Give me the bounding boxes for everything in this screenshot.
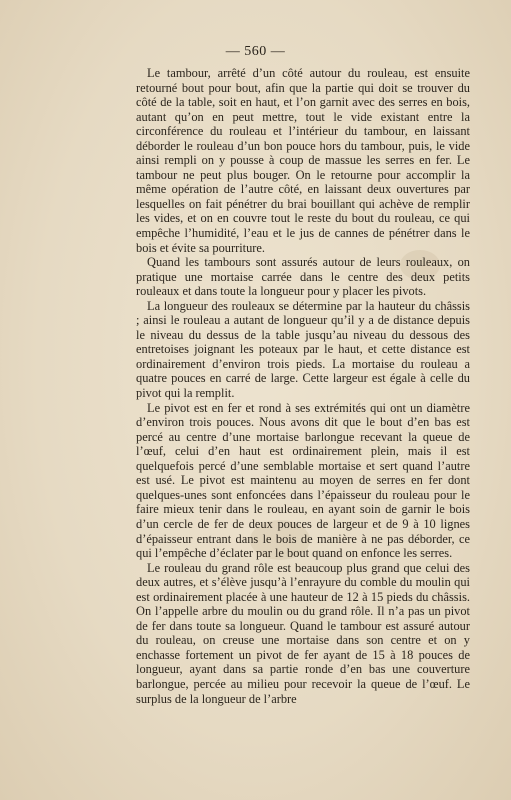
paragraph: La longueur des rouleaux se détermine par la hauteur du châssis ; ainsi le rouleau a autant de longueur qu’il y a de distance depuis le niveau du dessus de la table jusqu’au niveau du dessous des entretoises joignant les poteaux par le haut, et cette distance est ordinairement d’environ trois pieds. La mortaise du rouleau a quatre pouces en carré de large. Cette largeur est égale à celle du pivot qui la remplit.	[136, 298, 470, 401]
paragraph: Le pivot est en fer et rond à ses extrémités qui ont un diamètre d’environ trois pouces. Nous avons dit que le bout d’en bas est percé au centre d’une mortaise barlongue recevant la queue de l’œuf, celui d’en haut est ordinairement plein, mais il est quelquefois percé d’une semblable mortaise et sert quand l’autre est usé. Le pivot est maintenu au moyen de serres en fer dont quelques-unes sont enfoncées dans l’épaisseur du rouleau pour le faire mieux tenir dans le rouleau, en ayant soin de garnir le bois d’un cercle de fer de deux pouces de largeur et de 9 à 10 lignes d’épaisseur entrant dans le bois de manière à ne pas déborder, ce qui l’empêche d’éclater par le bout quand on enfonce les serres.	[136, 400, 470, 561]
body-text	[136, 66, 470, 706]
paragraph: Le tambour, arrêté d’un côté autour du rouleau, est ensuite retourné bout pour bout, afin que la partie qui doit se trouver du côté de la table, soit en haut, et l’on garnit avec des serres en bois, autant qu’on en peut mettre, tout le vide existant entre la circonférence du rouleau et l’intérieur du tambour, en laissant déborder le rouleau d’un bon pouce hors du tambour, puis, le vide ainsi rempli on y pousse à coup de massue les serres en fer. Le tambour ne peut plus bouger. On le retourne pour accomplir la même opération de l’autre côté, en laissant deux ouvertures par lesquelles on fait pénétrer du brai bouillant qui achève de remplir les vides, et on en couvre tout le reste du bout du rouleau, ce qui empêche l’humidité, l’eau et le jus de cannes de pénétrer dans le bois et évite sa pourriture.	[136, 66, 470, 255]
paragraph: Quand les tambours sont assurés autour de leurs rouleaux, on pratique une mortaise carrée dans le centre des deux petits rouleaux et dans toute la longueur pour y placer les pivots.	[136, 255, 470, 299]
page-number: — 560 —	[225, 44, 286, 59]
paragraph: Le rouleau du grand rôle est beaucoup plus grand que celui des deux autres, et s’élève jusqu’à l’enrayure du comble du moulin qui est ordinairement placée à une hauteur de 12 à 15 pieds du châssis. On l’appelle arbre du moulin ou du grand rôle. Il n’a pas un pivot de fer dans toute sa longueur. Quand le tambour est assuré autour du rouleau, on creuse une mortaise dans son centre et on y enchasse fortement un pivot de fer ayant de 15 à 18 pouces de longueur, ayant dans sa partie ronde d’en bas une couverture barlongue, percée au milieu pour recevoir la queue de l’œuf. Le surplus de la longueur de l’arbre	[136, 560, 470, 706]
